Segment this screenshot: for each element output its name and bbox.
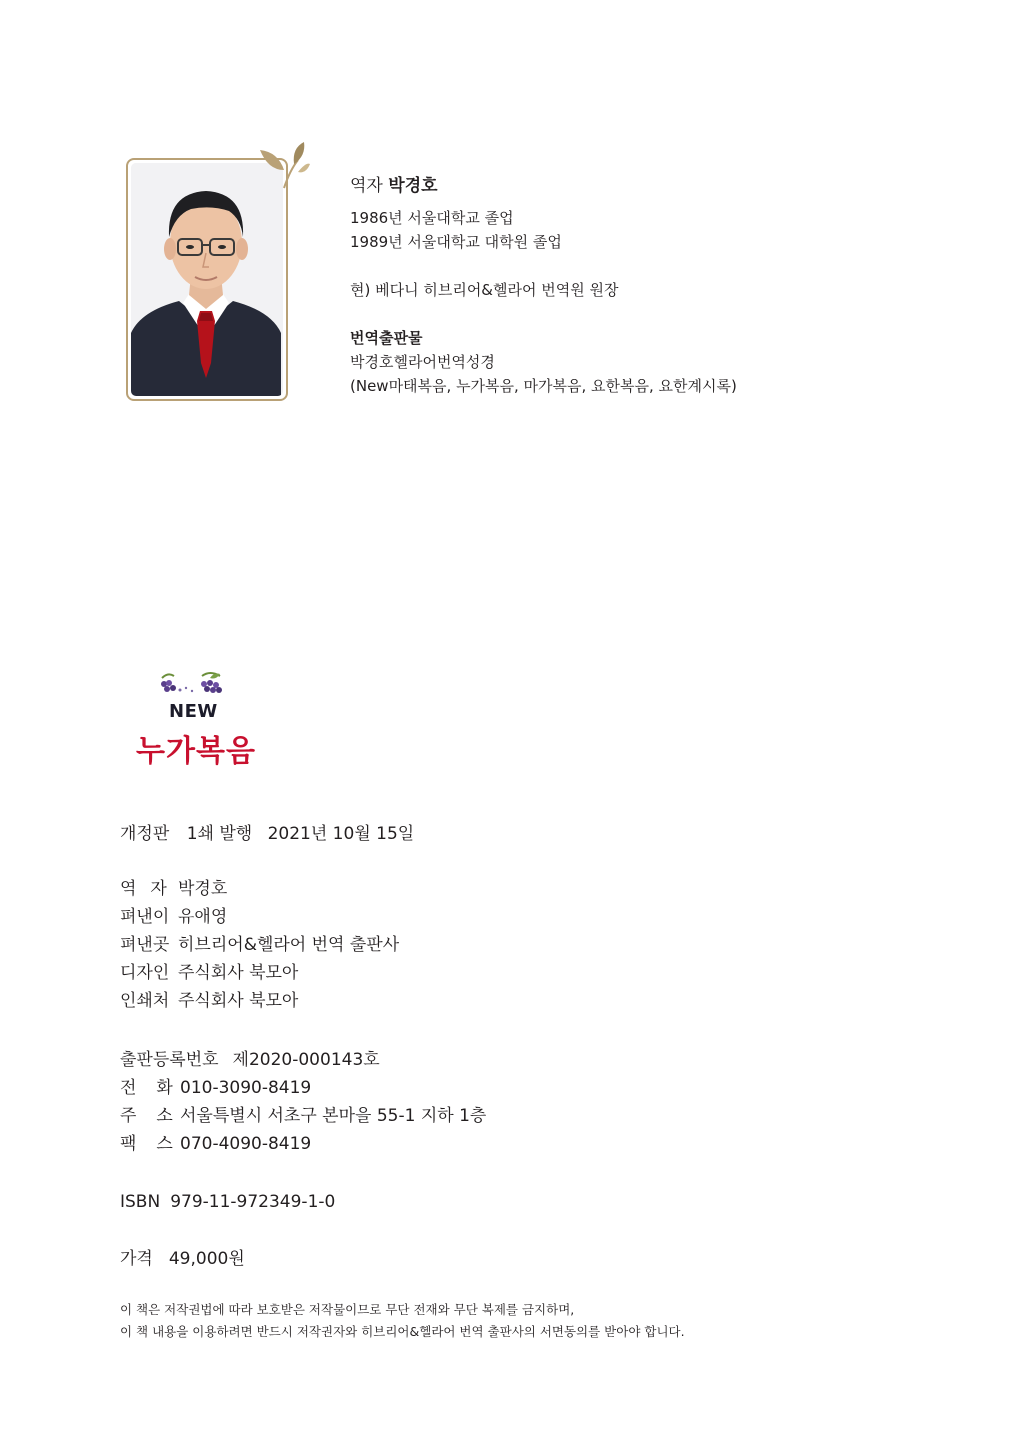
edition-row xyxy=(120,820,414,848)
credit-publisher-person-row xyxy=(120,903,399,931)
education-line: 1989년 서울대학교 대학원 졸업 xyxy=(350,233,562,251)
credit-design-row xyxy=(120,959,399,987)
copyright-notice-line: 이 책 내용을 이용하려면 반드시 저작권자와 히브리어&헬라어 번역 출판사의 서면동의를 받아야 합니다. xyxy=(120,1324,685,1339)
credit-value: 히브리어&헬라어 번역 출판사 xyxy=(178,935,400,955)
fax-row xyxy=(120,1130,486,1158)
credit-label: 펴낸이 xyxy=(120,907,170,927)
phone-label: 전화 xyxy=(120,1078,193,1098)
address-row xyxy=(120,1102,486,1130)
address-value: 서울특별시 서초구 본마을 55-1 지하 1층 xyxy=(180,1106,487,1126)
edition-print: 1쇄 발행 xyxy=(186,824,253,844)
fax-value: 070-4090-8419 xyxy=(180,1134,312,1154)
phone-row xyxy=(120,1074,486,1102)
credit-value: 주식회사 북모아 xyxy=(178,963,299,983)
translator-name: 박경호 xyxy=(388,176,438,196)
isbn-label: ISBN xyxy=(120,1192,161,1212)
registration-row xyxy=(120,1046,486,1074)
fax-label: 팩스 xyxy=(120,1134,193,1154)
leaf-ornament-icon xyxy=(254,140,310,190)
publications-title: 박경호헬라어번역성경 xyxy=(350,353,495,371)
credit-label: 인쇄처 xyxy=(120,991,170,1011)
price-value: 49,000원 xyxy=(168,1249,245,1269)
price-label: 가격 xyxy=(120,1249,153,1269)
registration-value: 제2020-000143호 xyxy=(232,1050,380,1070)
credit-printer-row xyxy=(120,987,399,1015)
copyright-notice-line: 이 책은 저작권법에 따라 보호받은 저작물이므로 무단 전재와 무단 복제를 금지하며, xyxy=(120,1302,575,1317)
credits-block xyxy=(120,875,399,1015)
current-position: 현) 베다니 히브리어&헬라어 번역원 원장 xyxy=(350,281,619,299)
credit-value: 주식회사 북모아 xyxy=(178,991,299,1011)
publications-heading: 번역출판물 xyxy=(350,329,423,347)
price-row xyxy=(120,1245,245,1273)
new-badge: NEW xyxy=(169,701,218,722)
grape-ornament-icon xyxy=(158,670,224,696)
phone-value: 010-3090-8419 xyxy=(180,1078,312,1098)
address-label: 주소 xyxy=(120,1106,193,1126)
edition-date: 2021년 10월 15일 xyxy=(267,824,415,844)
publications-list: (New마태복음, 누가복음, 마가복음, 요한복음, 요한계시록) xyxy=(350,377,737,395)
publisher-info-block xyxy=(120,1046,486,1158)
isbn-value: 979-11-972349-1-0 xyxy=(170,1192,336,1212)
copyright-notice xyxy=(120,1299,685,1343)
credit-translator-row xyxy=(120,875,399,903)
credit-value: 유애영 xyxy=(178,907,228,927)
translator-heading xyxy=(350,172,910,200)
credit-label: 디자인 xyxy=(120,963,170,983)
registration-label: 출판등록번호 xyxy=(120,1050,219,1070)
translator-portrait-frame xyxy=(126,158,288,401)
translator-heading-prefix: 역자 xyxy=(350,176,383,196)
book-title: 누가복음 xyxy=(136,734,256,769)
credit-label: 역자 xyxy=(120,879,181,899)
credit-value: 박경호 xyxy=(178,879,228,899)
credit-publisher-row xyxy=(120,931,399,959)
translator-bio xyxy=(350,172,910,398)
isbn-row xyxy=(120,1188,335,1216)
edition-label: 개정판 xyxy=(120,824,170,844)
education-line: 1986년 서울대학교 졸업 xyxy=(350,209,514,227)
translator-photo xyxy=(131,163,283,396)
credit-label: 펴낸곳 xyxy=(120,935,170,955)
